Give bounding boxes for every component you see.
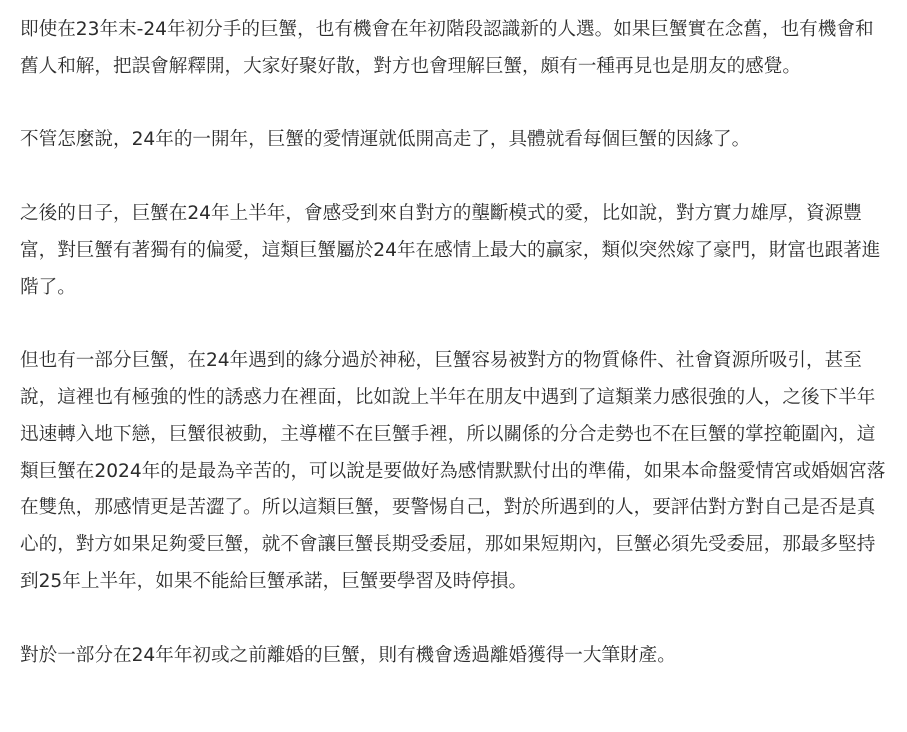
paragraph-mysterious-fate: 但也有一部分巨蟹，在24年遇到的緣分過於神秘，巨蟹容易被對方的物質條件、社會資源所吸引，甚至說，這裡也有極強的性的誘惑力在裡面，比如說上半年在朋友中遇到了這類業力感很強的人，之後下半年迅速轉入地下戀，巨蟹很被動，主導權不在巨蟹手裡，所以關係的分合走勢也不在巨蟹的掌控範圍內，這類巨蟹在2024年的是最為辛苦的，可以說是要做好為感情默默付出的準備，如果本命盤愛情宮或婚姻宮落在雙魚，那感情更是苦澀了。所以這類巨蟹，要警惕自己，對於所遇到的人，要評估對方對自己是否是真心的，對方如果足夠愛巨蟹，就不會讓巨蟹長期受委屈，那如果短期內，巨蟹必須先受委屈，那最多堅持到25年上半年，如果不能給巨蟹承諾，巨蟹要學習及時停損。 (20, 350, 886, 592)
paragraph-first-half: 之後的日子，巨蟹在24年上半年，會感受到來自對方的壟斷模式的愛，比如說，對方實力雄厚，資源豐富，對巨蟹有著獨有的偏愛，這類巨蟹屬於24年在感情上最大的贏家，類似突然嫁了豪門，財富也跟著進階了。 (20, 202, 881, 298)
paragraph-reconciliation: 即使在23年末-24年初分手的巨蟹，也有機會在年初階段認識新的人選。如果巨蟹實在念舊，也有機會和舊人和解，把誤會解釋開，大家好聚好散，對方也會理解巨蟹，頗有一種再見也是朋友的感覺。 (20, 19, 874, 77)
paragraph-divorce-wealth: 對於一部分在24年年初或之前離婚的巨蟹，則有機會透過離婚獲得一大筆財產。 (20, 644, 676, 666)
paragraph-love-fortune: 不管怎麼說，24年的一開年，巨蟹的愛情運就低開高走了，具體就看每個巨蟹的因緣了。 (20, 129, 751, 151)
article-body (20, 12, 890, 674)
